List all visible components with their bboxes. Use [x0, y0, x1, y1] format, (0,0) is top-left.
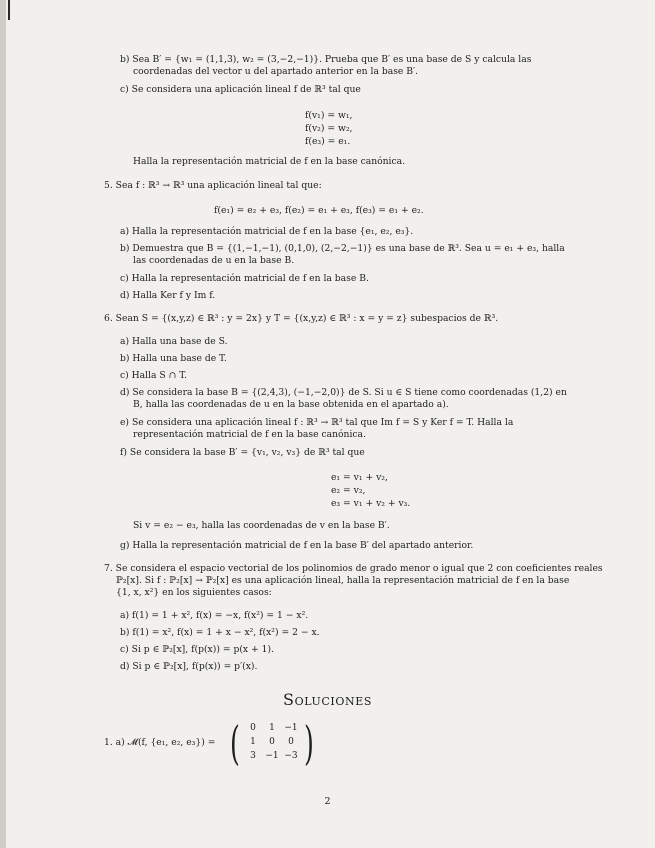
- list-item-continuation: las coordenadas de u en la base B.: [133, 255, 295, 266]
- list-item-continuation: representación matricial de f en la base canónica.: [133, 429, 366, 440]
- equation-line: e₁ = v₁ + v₂,: [331, 472, 388, 483]
- list-item: d) Si p ∈ ℙ₂[x], f(p(x)) = p′(x).: [120, 661, 258, 672]
- solution-matrix: [230, 716, 314, 770]
- list-item: a) Halla una base de S.: [120, 336, 228, 347]
- matrix-cell: 0: [269, 737, 275, 747]
- text-line: Halla la representación matricial de f en la base canónica.: [133, 156, 406, 167]
- list-item: e) Se considera una aplicación lineal f : ℝ³ → ℝ³ tal que Im f = S y Ker f = T. Halla la: [120, 417, 514, 428]
- equation-line: f(v₁) = w₁,: [305, 110, 353, 121]
- text-line: ℙ₂[x]. Si f : ℙ₂[x] → ℙ₂[x] es una aplicación lineal, halla la representación matricial de f en la base: [116, 575, 570, 586]
- list-item: c) Halla la representación matricial de f en la base B.: [120, 273, 369, 284]
- matrix-cell: 1: [269, 723, 275, 733]
- equation-line: f(e₃) = e₁.: [305, 136, 351, 147]
- equation-line: f(v₂) = w₂,: [305, 123, 353, 134]
- matrix-cell: −3: [284, 751, 298, 761]
- text-line: {1, x, x²} en los siguientes casos:: [116, 587, 272, 598]
- list-item-continuation: B, halla las coordenadas de u en la base obtenida en el apartado a).: [133, 399, 449, 410]
- equation-line: e₂ = v₂,: [331, 485, 366, 496]
- list-item: b) Demuestra que B = {(1,−1,−1), (0,1,0), (2,−2,−1)} es una base de ℝ³. Sea u = e₁ + e₃, halla: [120, 243, 565, 254]
- matrix-cell: 1: [250, 737, 256, 747]
- text-line: Si v = e₂ − e₃, halla las coordenadas de v en la base B′.: [133, 520, 390, 531]
- list-item: a) f(1) = 1 + x², f(x) = −x, f(x²) = 1 − x².: [120, 610, 309, 621]
- list-item: c) Halla S ∩ T.: [120, 370, 187, 381]
- matrix-cell: 3: [250, 751, 256, 761]
- page-number: 2: [324, 796, 331, 807]
- list-item: a) Halla la representación matricial de f en la base {e₁, e₂, e₃}.: [120, 226, 414, 237]
- list-item: f) Se considera la base B′ = {v₁, v₂, v₃} de ℝ³ tal que: [120, 447, 365, 458]
- equation-line: e₃ = v₁ + v₂ + v₃.: [331, 498, 411, 509]
- matrix-cell: 0: [250, 723, 256, 733]
- list-item: g) Halla la representación matricial de f en la base B′ del apartado anterior.: [120, 540, 474, 551]
- list-item: b) f(1) = x², f(x) = 1 + x − x², f(x²) = 2 − x.: [120, 627, 320, 638]
- list-item: d) Halla Ker f y Im f.: [120, 290, 216, 301]
- text-line: c) Se considera una aplicación lineal f de ℝ³ tal que: [120, 84, 361, 95]
- matrix-cell: −1: [265, 751, 279, 761]
- equation-line: f(e₁) = e₂ + e₃, f(e₂) = e₁ + e₃, f(e₃) = e₁ + e₂.: [214, 205, 424, 216]
- problem-5-heading: 5. Sea f : ℝ³ → ℝ³ una aplicación lineal tal que:: [104, 180, 322, 191]
- matrix-cell: −1: [284, 723, 298, 733]
- right-paren: ): [304, 716, 314, 770]
- solutions-title: Soluciones: [283, 690, 372, 709]
- solution-1-label: 1. a) 𝓜(f, {e₁, e₂, e₃}) =: [104, 737, 216, 748]
- problem-6-heading: 6. Sean S = {(x,y,z) ∈ ℝ³ : y = 2x} y T = {(x,y,z) ∈ ℝ³ : x = y = z} subespacios de ℝ³.: [104, 313, 499, 324]
- problem-7-heading: 7. Se considera el espacio vectorial de los polinomios de grado menor o igual que 2 con coeficientes reales: [104, 563, 603, 574]
- list-item: c) Si p ∈ ℙ₂[x], f(p(x)) = p(x + 1).: [120, 644, 274, 655]
- list-item: b) Halla una base de T.: [120, 353, 227, 364]
- left-paren: (: [230, 716, 240, 770]
- matrix-cell: 0: [288, 737, 294, 747]
- list-item: d) Se considera la base B = {(2,4,3), (−1,−2,0)} de S. Si u ∈ S tiene como coordenadas (1,2) en: [120, 387, 567, 398]
- text-line: b) Sea B′ = {w₁ = (1,1,3), w₂ = (3,−2,−1)}. Prueba que B′ es una base de S y calcula las: [120, 54, 532, 65]
- text-line: coordenadas del vector u del apartado anterior en la base B′.: [133, 66, 419, 77]
